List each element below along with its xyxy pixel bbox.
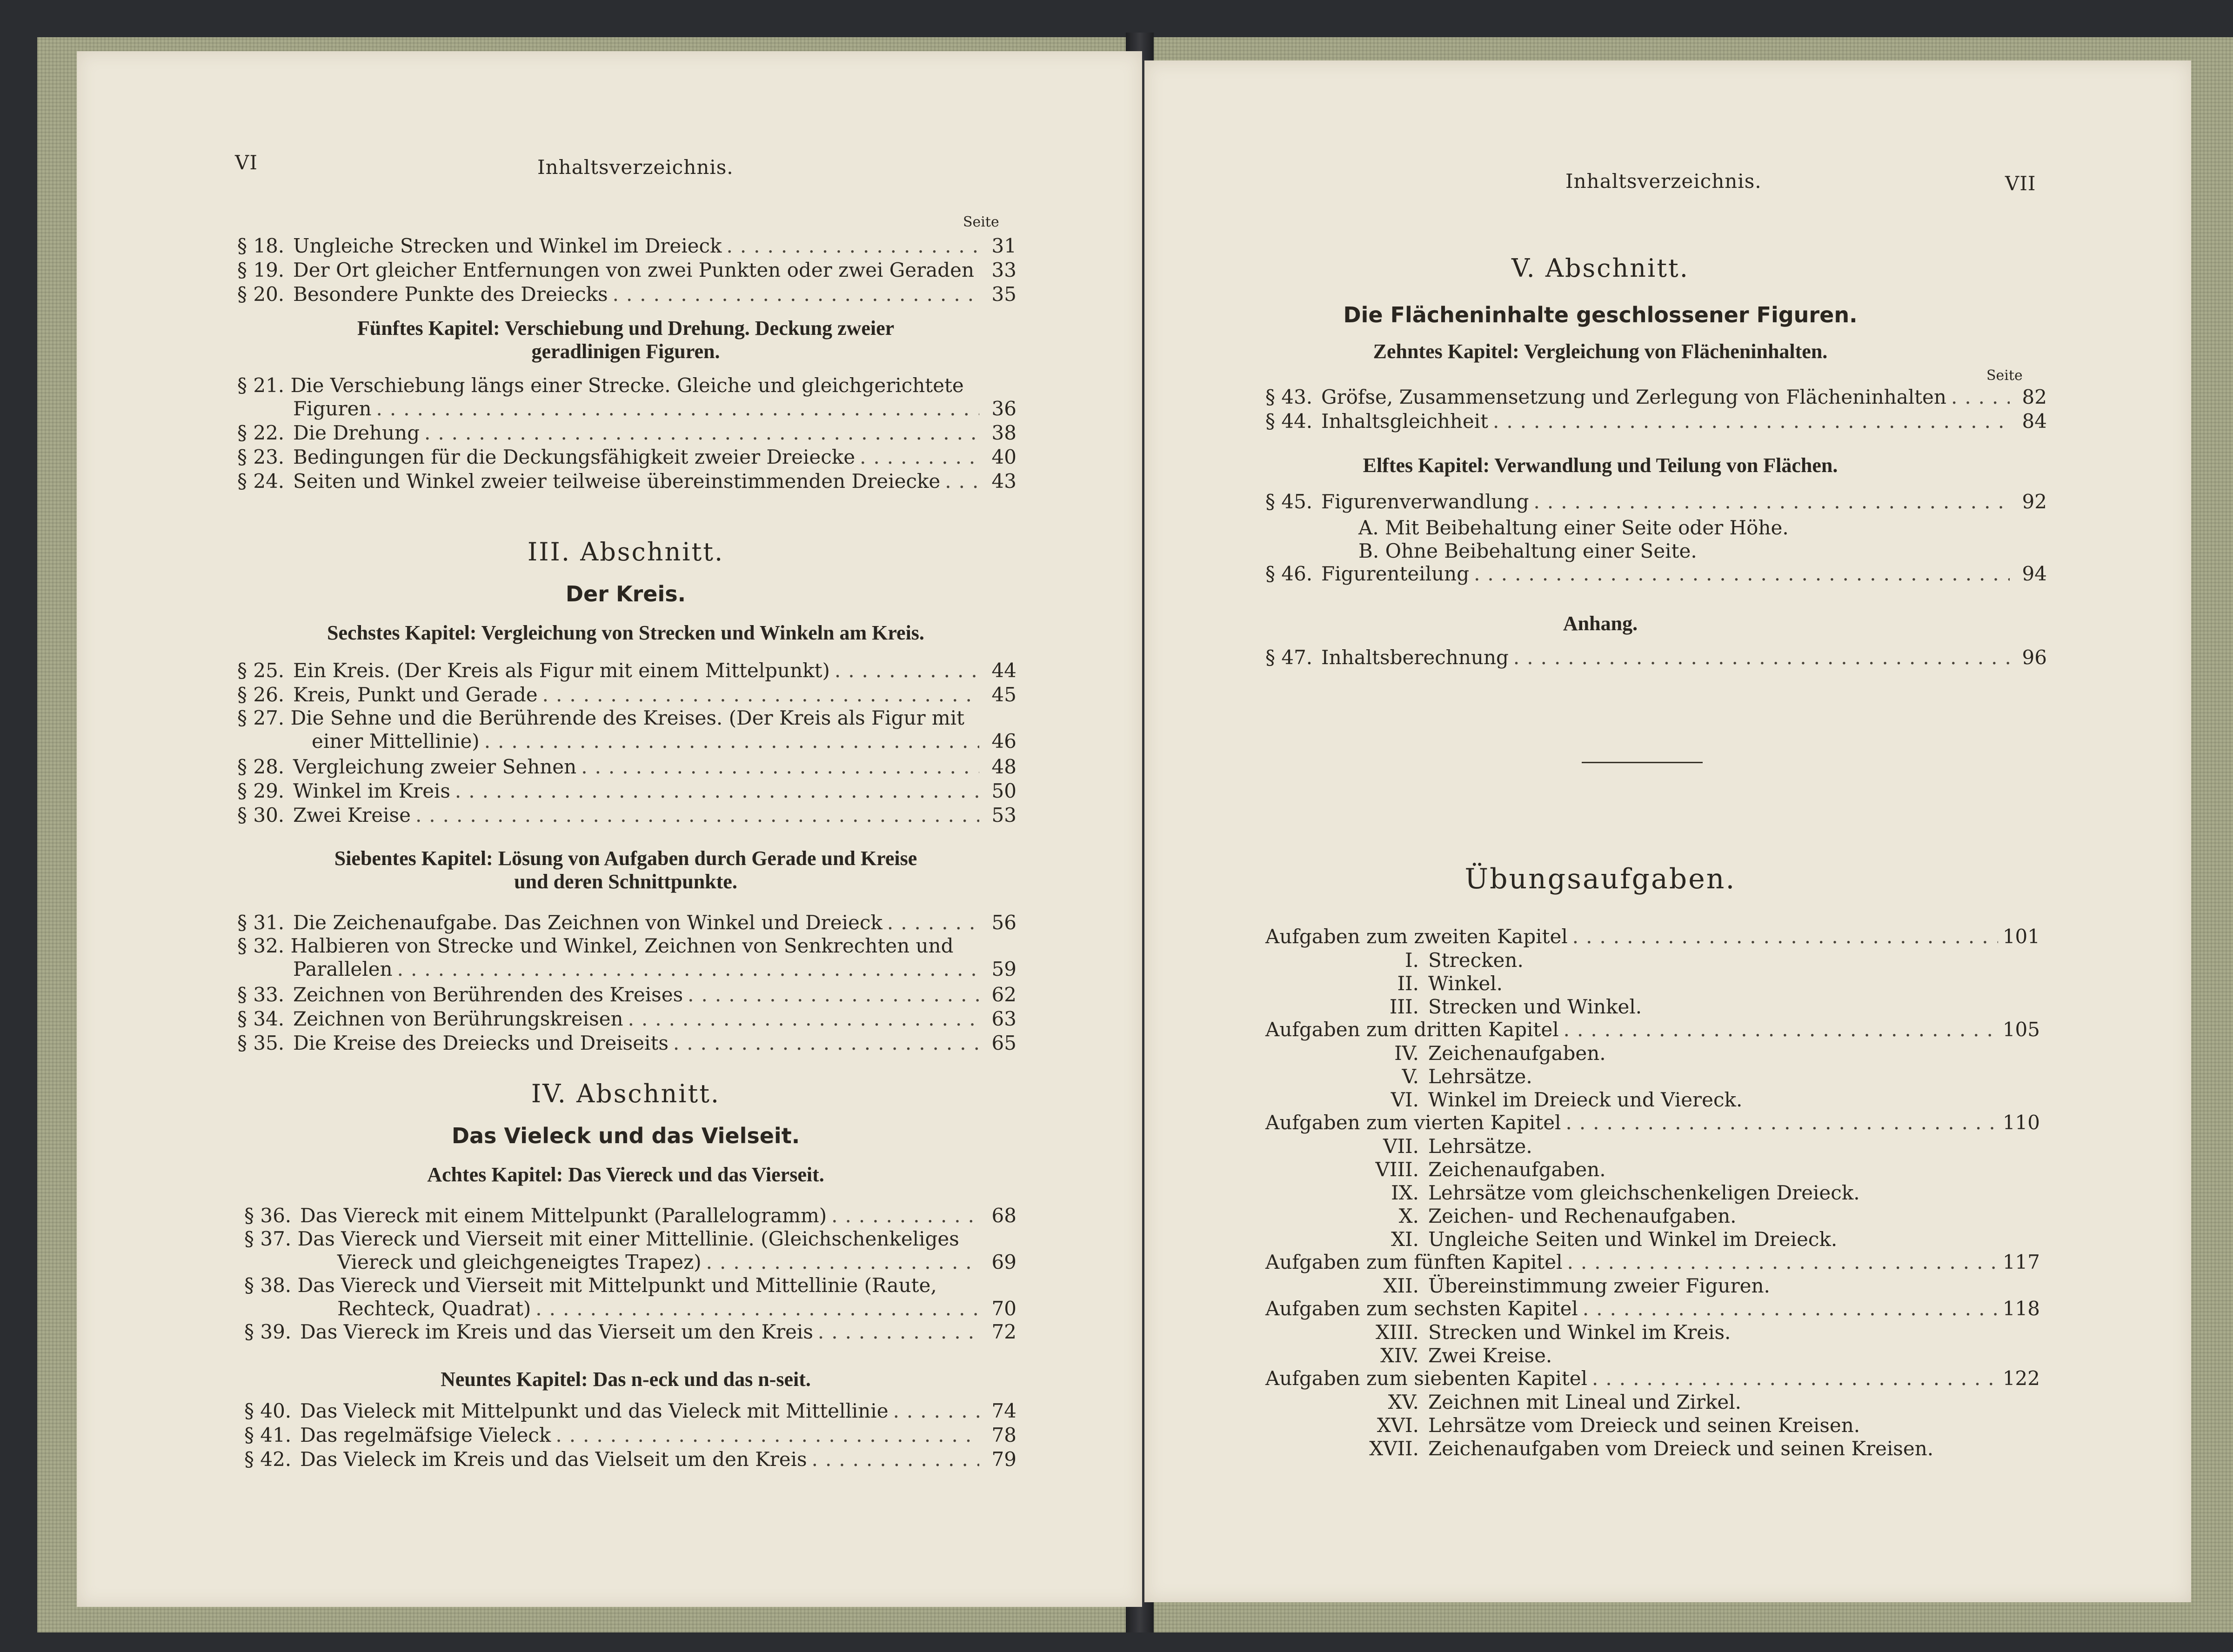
exercise-group-number: II.: [1397, 972, 1419, 995]
toc-entry-page: 48: [991, 755, 1016, 778]
toc-entry-text: Die Zeichenaufgabe. Das Zeichnen von Winkel und Dreieck: [293, 911, 883, 934]
exercise-group-number: XII.: [1383, 1274, 1419, 1297]
exercise-chapter: [1265, 1367, 2040, 1390]
leader-dots: [555, 1424, 979, 1446]
toc-entry-page: 40: [991, 446, 1016, 468]
exercise-group: [1265, 1414, 1860, 1437]
toc-entry: [244, 1400, 1016, 1422]
toc-entry-text: Das regelmäfsige Vieleck: [300, 1424, 551, 1446]
section-number: § 35.: [237, 1032, 285, 1054]
toc-entry: [1265, 491, 2047, 513]
section-number: § 30.: [237, 804, 285, 826]
exercise-group-number: IX.: [1391, 1181, 1419, 1204]
toc-entry-page: 36: [991, 397, 1016, 420]
toc-entry-text: Zeichnen von Berührenden des Kreises: [293, 983, 683, 1006]
toc-entry: [237, 912, 1016, 934]
leader-dots: [812, 1448, 979, 1471]
toc-entry: [237, 470, 1016, 493]
exercise-group: [1265, 972, 1503, 995]
toc-entry-text: Gröfse, Zusammensetzung und Zerlegung von Flächeninhalten: [1321, 386, 1946, 408]
toc-entry-text: § 21. Die Verschiebung längs einer Strecke. Gleiche und gleichgerichtete: [237, 374, 964, 397]
chapter-heading: Siebentes Kapitel: Lösung von Aufgaben durch Gerade und Kreise: [334, 847, 917, 870]
exercise-group-number: V.: [1402, 1065, 1419, 1088]
leader-dots: [893, 1400, 979, 1422]
toc-entry-page: 65: [991, 1032, 1016, 1054]
toc-entry-text: Das Viereck mit einem Mittelpunkt (Parallelogramm): [300, 1204, 827, 1227]
toc-entry-text: Figuren: [293, 397, 372, 420]
toc-entry-page: 56: [991, 911, 1016, 934]
toc-entry-text: Zeichnen von Berührungskreisen: [293, 1007, 623, 1030]
exercise-group: [1265, 995, 1642, 1018]
exercise-group-number: X.: [1398, 1205, 1419, 1227]
leader-dots: [424, 422, 979, 444]
toc-entry-text: § 32. Halbieren von Strecke und Winkel, Zeichnen von Senkrechten und: [237, 934, 954, 957]
toc-entry-page: 46: [991, 730, 1016, 753]
right-page: [1144, 60, 2191, 1602]
toc-entry: [237, 1008, 1016, 1030]
exercise-group-number: I.: [1405, 949, 1419, 972]
toc-entry: [237, 398, 1016, 420]
exercise-group-number: XV.: [1388, 1391, 1419, 1413]
section-number: § 39.: [244, 1320, 292, 1343]
toc-entry-page: 50: [991, 779, 1016, 802]
leader-dots: [455, 780, 979, 802]
exercise-chapter-title: Aufgaben zum vierten Kapitel: [1265, 1111, 1561, 1134]
leader-dots: [484, 730, 979, 753]
toc-entry-text: Figurenverwandlung: [1321, 490, 1529, 513]
toc-entry-page: 38: [991, 421, 1016, 444]
toc-entry: [244, 1321, 1016, 1343]
toc-entry: [237, 756, 1016, 778]
toc-entry-text: einer Mittellinie): [312, 730, 480, 753]
toc-entry-text: Kreis, Punkt und Gerade: [293, 683, 538, 706]
exercise-chapter-page: 110: [2002, 1111, 2040, 1134]
toc-entry: [237, 780, 1016, 802]
chapter-heading: Zehntes Kapitel: Vergleichung von Flächeninhalten.: [1373, 340, 1828, 363]
exercise-group: [1265, 1181, 1860, 1204]
toc-entry: [1265, 386, 2047, 408]
toc-entry-text: Die Drehung: [293, 421, 420, 444]
exercise-group: [1265, 1228, 1837, 1251]
toc-entry: [237, 958, 1016, 980]
section-number: § 44.: [1265, 410, 1313, 433]
exercise-group: [1265, 1042, 1606, 1065]
toc-entry-text: Inhaltsgleichheit: [1321, 410, 1488, 433]
exercise-chapter: [1265, 1251, 2040, 1273]
exercise-group-number: VIII.: [1375, 1158, 1419, 1181]
toc-entry-page: 96: [2022, 646, 2047, 669]
leader-dots: [835, 659, 979, 682]
sub-entry: A. Mit Beibehaltung einer Seite oder Höhe.: [1358, 516, 1789, 539]
toc-entry-page: 94: [2022, 562, 2047, 585]
exercise-group-text: Ungleiche Seiten und Winkel im Dreieck.: [1428, 1228, 1838, 1251]
leader-dots: [688, 984, 979, 1006]
toc-entry-text: Parallelen: [293, 958, 393, 980]
toc-entry-text: Winkel im Kreis: [293, 779, 450, 802]
section-number: § 31.: [237, 911, 285, 934]
exercise-group-text: Lehrsätze.: [1428, 1135, 1532, 1158]
toc-entry: [237, 283, 1016, 306]
page-number-left: VI: [235, 151, 258, 174]
leader-dots: [542, 684, 979, 706]
toc-entry-page: 45: [991, 683, 1016, 706]
toc-entry-page: 53: [991, 804, 1016, 826]
section-number: § 34.: [237, 1007, 285, 1030]
section-heading: III. Abschnitt.: [527, 537, 724, 566]
exercise-group: [1265, 1135, 1532, 1158]
exercise-group-text: Lehrsätze vom Dreieck und seinen Kreisen.: [1428, 1414, 1860, 1437]
leader-dots: [887, 912, 979, 934]
section-number: § 36.: [244, 1204, 292, 1227]
section-number: § 18.: [237, 234, 285, 257]
section-number: § 20.: [237, 283, 285, 306]
leader-dots: [726, 235, 979, 257]
leader-dots: [376, 398, 980, 420]
section-number: § 24.: [237, 470, 285, 493]
toc-entry-text: Zwei Kreise: [293, 804, 411, 826]
toc-entry-page: 92: [2022, 490, 2047, 513]
section-number: § 23.: [237, 446, 285, 468]
toc-entry: [237, 659, 1016, 682]
chapter-heading: Elftes Kapitel: Verwandlung und Teilung von Flächen.: [1363, 454, 1838, 477]
leader-dots: [1493, 410, 2010, 433]
exercise-group-number: III.: [1389, 995, 1419, 1018]
toc-entry: [237, 684, 1016, 706]
seite-label-right: Seite: [1986, 367, 2023, 384]
divider-rule: [1582, 762, 1703, 763]
exercise-chapter-page: 101: [2002, 925, 2040, 948]
exercise-chapter: [1265, 1019, 2040, 1041]
chapter-heading: Sechstes Kapitel: Vergleichung von Strecken und Winkeln am Kreis.: [327, 621, 924, 644]
toc-entry-text: Rechteck, Quadrat): [337, 1297, 531, 1320]
exercise-group-number: XVII.: [1369, 1437, 1419, 1460]
chapter-heading: Achtes Kapitel: Das Viereck und das Vierseit.: [427, 1163, 824, 1186]
exercise-group: [1265, 949, 1524, 972]
toc-entry: [237, 259, 1016, 281]
exercise-chapter-page: 117: [2002, 1251, 2040, 1273]
leader-dots: [860, 446, 979, 468]
exercise-group-text: Übereinstimmung zweier Figuren.: [1428, 1274, 1770, 1297]
part-title: Der Kreis.: [565, 581, 686, 606]
exercise-group-text: Strecken und Winkel.: [1428, 995, 1642, 1018]
toc-entry-page: 59: [991, 958, 1016, 980]
exercise-chapter-title: Aufgaben zum siebenten Kapitel: [1265, 1367, 1588, 1390]
toc-entry-page: 79: [991, 1448, 1016, 1471]
toc-entry: [237, 804, 1016, 826]
leader-dots: [613, 283, 979, 306]
toc-entry-page: 78: [991, 1424, 1016, 1446]
chapter-heading-cont: geradlinigen Figuren.: [531, 340, 720, 363]
leader-dots: [1592, 1367, 1998, 1390]
toc-entry-text: Besondere Punkte des Dreiecks: [293, 283, 608, 306]
leader-dots: [831, 1205, 979, 1227]
toc-entry-text: Bedingungen für die Deckungsfähigkeit zweier Dreiecke: [293, 446, 856, 468]
exercise-group-number: XVI.: [1377, 1414, 1419, 1437]
exercise-group: [1265, 1205, 1736, 1227]
leader-dots: [673, 1032, 979, 1054]
exercise-chapter-title: Aufgaben zum sechsten Kapitel: [1265, 1297, 1578, 1320]
toc-entry: [237, 422, 1016, 444]
toc-entry-text: Viereck und gleichgeneigtes Trapez): [337, 1251, 702, 1273]
exercise-chapter: [1265, 926, 2040, 948]
exercise-group: [1265, 1088, 1742, 1111]
toc-entry-page: 69: [991, 1251, 1016, 1273]
toc-entry-text: Das Viereck im Kreis und das Vierseit um den Kreis: [300, 1320, 813, 1343]
toc-entry-page: 82: [2022, 386, 2047, 408]
exercise-group-text: Zeichenaufgaben vom Dreieck und seinen Kreisen.: [1428, 1437, 1934, 1460]
section-number: § 26.: [237, 683, 285, 706]
toc-entry-page: 72: [991, 1320, 1016, 1343]
toc-entry-text: § 38. Das Viereck und Vierseit mit Mittelpunkt und Mittellinie (Raute,: [244, 1274, 937, 1297]
section-number: § 46.: [1265, 562, 1313, 585]
exercise-group-text: Winkel im Dreieck und Viereck.: [1428, 1088, 1743, 1111]
exercise-group-number: XIII.: [1375, 1321, 1419, 1344]
section-number: § 47.: [1265, 646, 1313, 669]
section-number: § 43.: [1265, 386, 1313, 408]
leader-dots: [1513, 646, 2010, 669]
toc-entry: [244, 1251, 1016, 1273]
exercise-group-number: VII.: [1383, 1135, 1419, 1158]
toc-entry-text: Das Vieleck mit Mittelpunkt und das Vieleck mit Mittellinie: [300, 1399, 889, 1422]
toc-entry-text: Ein Kreis. (Der Kreis als Figur mit einem Mittelpunkt): [293, 659, 830, 682]
exercise-chapter-title: Aufgaben zum fünften Kapitel: [1265, 1251, 1563, 1273]
exercise-group-text: Lehrsätze vom gleichschenkeligen Dreieck.: [1428, 1181, 1860, 1204]
part-title: Das Vieleck und das Vielseit.: [451, 1123, 800, 1148]
leader-dots: [1583, 1298, 1998, 1320]
toc-entry: [237, 235, 1016, 257]
exercise-group-number: VI.: [1391, 1088, 1419, 1111]
leader-dots: [1564, 1019, 1998, 1041]
toc-entry-page: 33: [991, 259, 1016, 281]
page-number-right: VII: [2005, 172, 2036, 195]
exercise-chapter-page: 122: [2002, 1367, 2040, 1390]
section-number: § 41.: [244, 1424, 292, 1446]
toc-entry-text: Das Vieleck im Kreis und das Vielseit um den Kreis: [300, 1448, 807, 1471]
toc-entry-page: 63: [991, 1007, 1016, 1030]
exercise-chapter-page: 105: [2002, 1018, 2040, 1041]
toc-entry-text: Figurenteilung: [1321, 562, 1470, 585]
exercise-group: [1265, 1344, 1552, 1367]
toc-entry: [244, 1424, 1016, 1446]
leader-dots: [397, 958, 979, 980]
exercise-chapter-title: Aufgaben zum zweiten Kapitel: [1265, 925, 1568, 948]
exercise-group-text: Zeichenaufgaben.: [1428, 1042, 1606, 1065]
section-number: § 28.: [237, 755, 285, 778]
leader-dots: [1572, 926, 1998, 948]
toc-entry: [237, 984, 1016, 1006]
exercise-group: [1265, 1321, 1731, 1344]
section-number: § 29.: [237, 779, 285, 802]
section-number: § 22.: [237, 421, 285, 444]
toc-entry: [237, 730, 1016, 753]
leader-dots: [581, 756, 979, 778]
toc-entry-page: 84: [2022, 410, 2047, 433]
toc-entry: [244, 1298, 1016, 1320]
chapter-heading-cont: und deren Schnittpunkte.: [514, 870, 737, 893]
toc-entry: [244, 1205, 1016, 1227]
toc-entry-text: Seiten und Winkel zweier teilweise übereinstimmenden Dreiecke: [293, 470, 941, 493]
section-number: § 25.: [237, 659, 285, 682]
leader-dots: [1951, 386, 2010, 408]
exercise-group: [1265, 1158, 1606, 1181]
toc-entry-text: § 37. Das Viereck und Vierseit mit einer Mittellinie. (Gleichschenkeliges: [244, 1227, 959, 1250]
section-number: § 42.: [244, 1448, 292, 1471]
toc-entry-text: Ungleiche Strecken und Winkel im Dreieck: [293, 234, 722, 257]
running-header-right: Inhaltsverzeichnis.: [1565, 170, 1762, 193]
leader-dots: [1474, 563, 2010, 585]
exercise-group: [1265, 1065, 1532, 1088]
exercise-group: [1265, 1437, 1933, 1460]
exercise-group-text: Zwei Kreise.: [1428, 1344, 1552, 1367]
toc-entry-text: Die Kreise des Dreiecks und Dreiseits: [293, 1032, 669, 1054]
section-number: § 40.: [244, 1399, 292, 1422]
chapter-heading: Fünftes Kapitel: Verschiebung und Drehung. Deckung zweier: [357, 317, 895, 340]
toc-entry: [244, 1448, 1016, 1471]
toc-entry-text: Inhaltsberechnung: [1321, 646, 1509, 669]
section-number: § 45.: [1265, 490, 1313, 513]
exercise-group: [1265, 1391, 1741, 1413]
section-heading: IV. Abschnitt.: [531, 1079, 721, 1108]
section-heading: V. Abschnitt.: [1511, 253, 1689, 283]
exercise-group-text: Strecken und Winkel im Kreis.: [1428, 1321, 1731, 1344]
toc-entry-page: 43: [991, 470, 1016, 493]
leader-dots: [415, 804, 979, 826]
toc-entry: [1265, 646, 2047, 669]
leader-dots: [1534, 491, 2010, 513]
toc-entry-text: Vergleichung zweier Sehnen: [293, 755, 577, 778]
toc-entry-page: 35: [991, 283, 1016, 306]
leader-dots: [628, 1008, 979, 1030]
exercise-chapter-title: Aufgaben zum dritten Kapitel: [1265, 1018, 1559, 1041]
exercise-group-text: Strecken.: [1428, 949, 1524, 972]
exercise-chapter: [1265, 1298, 2040, 1320]
exercise-group-text: Zeichnen mit Lineal und Zirkel.: [1428, 1391, 1742, 1413]
exercise-group-text: Zeichen- und Rechenaufgaben.: [1428, 1205, 1737, 1227]
exercise-chapter: [1265, 1112, 2040, 1134]
toc-entry-page: 31: [991, 234, 1016, 257]
exercise-group-text: Lehrsätze.: [1428, 1065, 1532, 1088]
section-number: § 19.: [237, 259, 285, 281]
toc-entry-text: Der Ort gleicher Entfernungen von zwei Punkten oder zwei Geraden: [293, 259, 975, 281]
toc-entry: [237, 1032, 1016, 1054]
toc-entry-page: 62: [991, 983, 1016, 1006]
running-header-left: Inhaltsverzeichnis.: [537, 156, 734, 179]
toc-entry: [1265, 410, 2047, 433]
toc-entry-page: 68: [991, 1204, 1016, 1227]
chapter-heading: Neuntes Kapitel: Das n-eck und das n-seit.: [441, 1368, 811, 1391]
exercise-group-text: Winkel.: [1428, 972, 1503, 995]
exercise-group: [1265, 1274, 1770, 1297]
toc-entry: [237, 446, 1016, 468]
leader-dots: [1567, 1251, 1998, 1273]
sub-entry: B. Ohne Beibehaltung einer Seite.: [1358, 540, 1697, 562]
toc-entry-page: 44: [991, 659, 1016, 682]
exercise-chapter-page: 118: [2002, 1297, 2040, 1320]
part-title: Die Flächeninhalte geschlossener Figuren.: [1343, 302, 1858, 327]
exercise-group-number: IV.: [1394, 1042, 1419, 1065]
leader-dots: [1565, 1112, 1998, 1134]
section-number: § 33.: [237, 983, 285, 1006]
exercises-heading: Übungsaufgaben.: [1464, 863, 1736, 895]
leader-dots: [818, 1321, 979, 1343]
left-page: [77, 51, 1142, 1607]
leader-dots: [535, 1298, 979, 1320]
toc-entry: [1265, 563, 2047, 585]
seite-label-left: Seite: [963, 214, 999, 230]
toc-entry-text: § 27. Die Sehne und die Berührende des Kreises. (Der Kreis als Figur mit: [237, 706, 965, 729]
toc-entry-page: 74: [991, 1399, 1016, 1422]
toc-entry-page: 70: [991, 1297, 1016, 1320]
leader-dots: [706, 1251, 979, 1273]
exercise-group-number: XI.: [1391, 1228, 1419, 1251]
leader-dots: [945, 470, 979, 493]
appendix-heading: Anhang.: [1563, 612, 1638, 635]
exercise-group-text: Zeichenaufgaben.: [1428, 1158, 1606, 1181]
exercise-group-number: XIV.: [1380, 1344, 1419, 1367]
